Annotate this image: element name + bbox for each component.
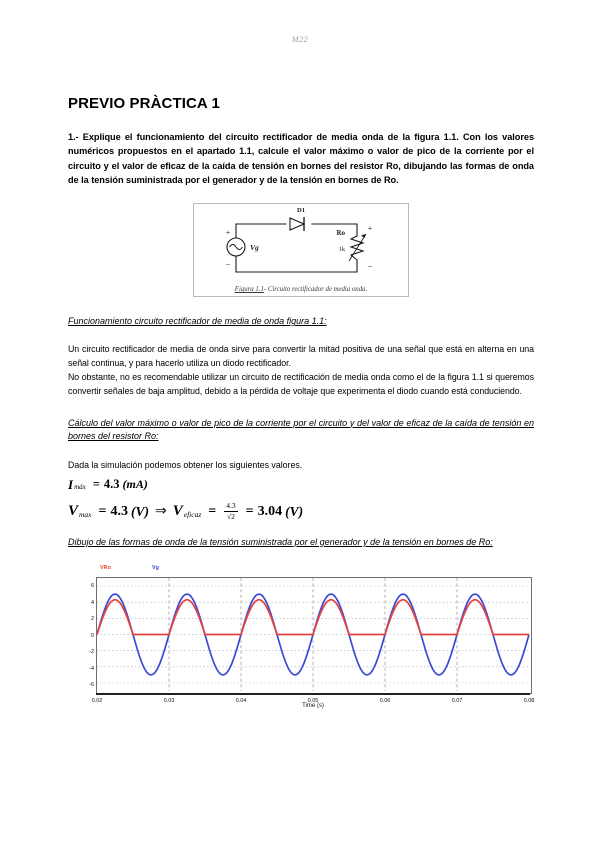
polarity-plus-left: + — [225, 228, 231, 237]
imax-unit: (mA) — [122, 477, 148, 491]
resistor-symbol — [349, 234, 366, 261]
polarity-minus-left: – — [226, 259, 230, 268]
y-tick-label: -2 — [89, 649, 94, 656]
veficaz-unit: (V) — [285, 503, 304, 519]
veficaz-fraction — [220, 502, 241, 522]
vmax-value: 4.3 — [110, 503, 128, 519]
diode-symbol — [290, 217, 304, 231]
x-tick-label: 0.08 — [523, 698, 535, 705]
document-content — [68, 95, 534, 709]
y-tick-label: -6 — [89, 682, 94, 689]
vmax-equals: = — [98, 503, 107, 519]
section-1-paragraph-1: Un circuito rectificador de media de onda sirve para convertir la mitad positiva de una señal que está en alterna en una señal continua, y para hacerlo utiliza un diodo rectificador. — [68, 343, 534, 368]
vmax-unit: (V) — [131, 503, 149, 519]
y-tick-label: 2 — [90, 616, 94, 623]
polarity-minus-right: – — [368, 261, 372, 270]
vmax-subscript: max — [79, 509, 92, 519]
section-2-intro: Dada la simulación podemos obtener los siguientes valores. — [68, 459, 303, 470]
section-2-heading: Cálculo del valor máximo o valor de pico de la corriente por el circuito y del valor de eficaz de la caída de tensión en bornes del resistor Ro: — [68, 417, 534, 441]
resistor-label: Ro — [336, 229, 345, 237]
x-tick-label: 0.07 — [451, 698, 463, 705]
veficaz-equals: = — [208, 503, 217, 519]
figure-caption-prefix: Figura 1.1 — [234, 286, 264, 293]
veficaz-variable: V — [172, 503, 183, 520]
figure-caption — [194, 286, 408, 293]
fraction-denominator: √2 — [226, 512, 235, 522]
formula-imax — [68, 477, 534, 493]
veficaz-equals-2: = — [245, 503, 254, 519]
section-3-heading: Dibujo de las formas de onda de la tensión suministrada por el generador y de la tensión en bornes de Ro: — [68, 536, 493, 547]
polarity-plus-right: + — [367, 224, 373, 233]
veficaz-subscript: eficaz — [183, 509, 202, 519]
question-statement: 1.- Explique el funcionamiento del circuito rectificador de media onda de la figura 1.1. Con los valores numéricos propuestos en el apartado 1.1, calcule el valor máximo o valor de pico de la corriente por el circuito y el valor de eficaz de la caída de tensión en bornes del resistor Ro, dibujando las formas de onda de la tensión suministrada por el generador y de la tensión en bornes de Ro. — [68, 132, 534, 185]
waveform-chart — [68, 565, 534, 709]
circuit-diagram-svg — [194, 204, 408, 284]
imax-value: 4.3 — [103, 477, 120, 491]
figure-1-1 — [68, 203, 534, 297]
y-tick-label: -4 — [89, 665, 94, 672]
x-tick-label: 0.04 — [235, 698, 247, 705]
page-title: PREVIO PRÀCTICA 1 — [68, 95, 221, 112]
fraction-numerator: 4.3 — [226, 500, 236, 510]
chart-baseline — [96, 693, 530, 695]
legend-item-vg: Vg — [152, 565, 160, 572]
imax-variable: I — [68, 476, 74, 492]
x-tick-label: 0.06 — [379, 698, 391, 705]
x-tick-label: 0.02 — [91, 698, 103, 705]
resistor-value-label: 1k — [338, 246, 345, 253]
y-tick-label: 6 — [90, 583, 94, 590]
running-header: M22 — [291, 35, 309, 44]
y-tick-label: 4 — [90, 599, 94, 606]
formula-vmax-veficaz — [68, 502, 534, 522]
implies-symbol: ⇒ — [155, 504, 167, 520]
chart-legend — [100, 565, 534, 577]
x-axis-label: Time (s) — [302, 703, 324, 710]
figure-border — [193, 203, 409, 297]
source-label: Vg — [250, 243, 259, 252]
diode-label: D1 — [297, 207, 305, 214]
section-1-paragraph-2: No obstante, no es recomendable utilizar un circuito de rectificación de media onda como el de la figura 1.1 si queremos convertir señales de baja amplitud, debido a la pérdida de voltaje que experimenta el diodo cuando está conduciendo. — [68, 372, 534, 397]
x-tick-label: 0.03 — [163, 698, 175, 705]
y-tick-label: 0 — [90, 632, 94, 639]
imax-equals: = — [92, 477, 100, 491]
x-tick-label: 0.05 — [307, 698, 319, 705]
plot-area — [68, 577, 534, 709]
section-1-heading: Funcionamiento circuito rectificador de media de onda figura 1.1: — [68, 316, 327, 326]
vmax-variable: V — [68, 503, 79, 520]
x-axis-ticks — [68, 577, 534, 709]
veficaz-value: 3.04 — [257, 503, 283, 519]
legend-item-vro: VRo — [100, 565, 111, 572]
imax-subscript: máx — [74, 482, 86, 491]
figure-caption-text: - Circuito rectificador de media onda. — [263, 286, 368, 293]
